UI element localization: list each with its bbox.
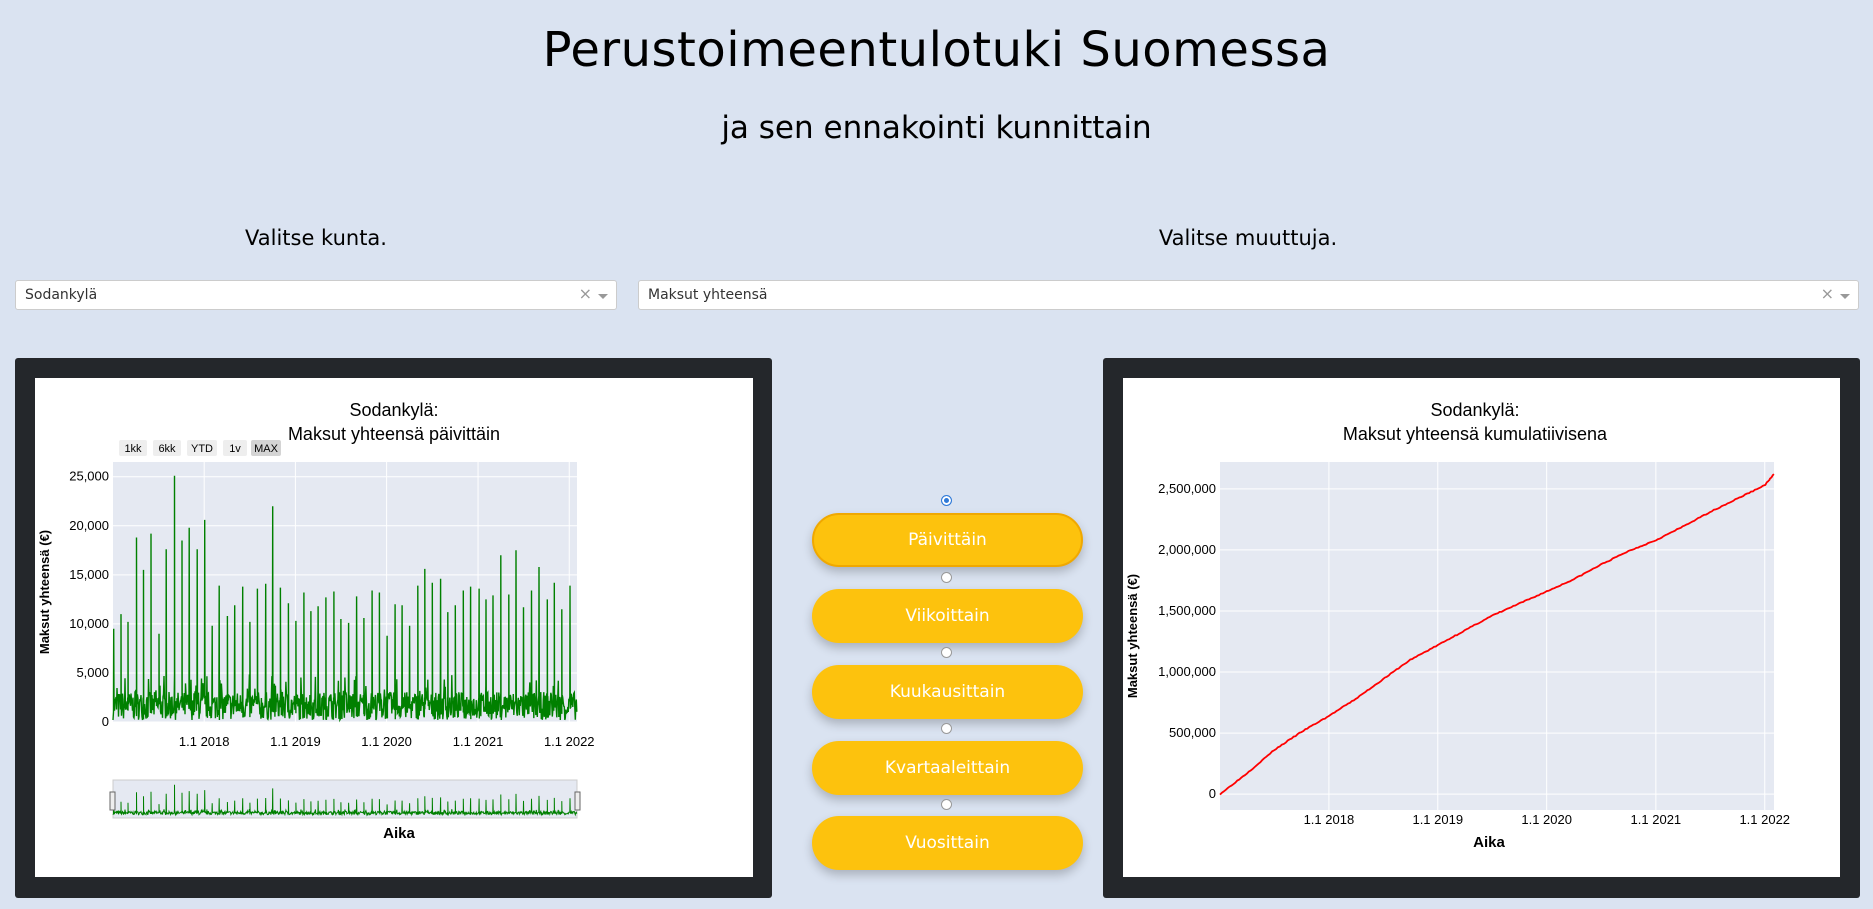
radio-kvartaaleittain[interactable] bbox=[941, 723, 952, 734]
chart-title: Sodankylä: bbox=[349, 400, 439, 420]
y-tick-label: 25,000 bbox=[69, 468, 109, 484]
kunta-label: Valitse kunta. bbox=[245, 226, 387, 250]
muuttuja-dropdown[interactable] bbox=[638, 280, 1859, 310]
y-tick-label: 2,000,000 bbox=[1158, 541, 1216, 557]
range-button-label: YTD bbox=[191, 443, 213, 455]
clear-icon[interactable]: × bbox=[1820, 284, 1834, 303]
x-tick-label: 1.1 2022 bbox=[1739, 812, 1791, 827]
range-button[interactable] bbox=[119, 440, 147, 456]
button-paivittain[interactable]: Päivittäin bbox=[812, 513, 1083, 567]
y-tick-label: 1,500,000 bbox=[1158, 602, 1216, 618]
radio-viikoittain[interactable] bbox=[941, 572, 952, 583]
daily-chart-frame bbox=[15, 358, 772, 898]
x-tick-label: 1.1 2022 bbox=[543, 734, 595, 749]
kunta-dropdown-value: Sodankylä bbox=[25, 287, 98, 303]
button-kvartaaleittain[interactable]: Kvartaaleittain bbox=[812, 741, 1083, 795]
chart-subtitle: Maksut yhteensä päivittäin bbox=[287, 424, 501, 444]
y-tick-label: 2,500,000 bbox=[1158, 480, 1216, 496]
x-tick-label: 1.1 2019 bbox=[270, 734, 321, 749]
daily-chart-container bbox=[35, 378, 753, 877]
chevron-down-icon[interactable] bbox=[1840, 294, 1850, 299]
range-button-label: MAX bbox=[254, 443, 278, 455]
y-tick-label: 20,000 bbox=[69, 517, 109, 533]
range-selector[interactable] bbox=[119, 440, 281, 456]
x-tick-label: 1.1 2021 bbox=[452, 734, 504, 749]
y-axis-label: Maksut yhteensä (€) bbox=[1125, 573, 1140, 699]
chevron-down-icon[interactable] bbox=[598, 294, 608, 299]
y-tick-label: 10,000 bbox=[69, 615, 109, 631]
cumulative-chart[interactable] bbox=[1123, 378, 1840, 877]
daily-chart[interactable] bbox=[35, 378, 753, 877]
button-kuukausittain[interactable]: Kuukausittain bbox=[812, 665, 1083, 719]
muuttuja-label: Valitse muuttuja. bbox=[1158, 226, 1338, 250]
y-tick-label: 1,000,000 bbox=[1158, 664, 1216, 680]
y-axis-label: Maksut yhteensä (€) bbox=[37, 529, 52, 655]
cumulative-chart-frame bbox=[1103, 358, 1860, 898]
range-button[interactable] bbox=[251, 440, 281, 456]
chart-title: Sodankylä: bbox=[1430, 400, 1520, 420]
y-tick-label: 15,000 bbox=[69, 566, 109, 582]
muuttuja-dropdown-value: Maksut yhteensä bbox=[648, 287, 768, 303]
page-subtitle: ja sen ennakointi kunnittain bbox=[721, 110, 1152, 146]
y-tick-label: 500,000 bbox=[1169, 725, 1216, 741]
cumulative-chart-container bbox=[1123, 378, 1840, 877]
x-tick-label: 1.1 2020 bbox=[361, 734, 412, 749]
y-tick-label: 0 bbox=[101, 714, 109, 729]
range-button-label: 1kk bbox=[124, 443, 142, 455]
range-button[interactable] bbox=[153, 440, 181, 456]
x-tick-label: 1.1 2018 bbox=[178, 734, 230, 749]
button-vuosittain[interactable]: Vuosittain bbox=[812, 816, 1083, 870]
chart-subtitle: Maksut yhteensä kumulatiivisena bbox=[1342, 424, 1608, 444]
radio-vuosittain[interactable] bbox=[941, 799, 952, 810]
radio-paivittain[interactable] bbox=[941, 495, 952, 506]
range-slider-left-handle[interactable] bbox=[110, 792, 115, 810]
button-viikoittain[interactable]: Viikoittain bbox=[812, 589, 1083, 643]
x-tick-label: 1.1 2021 bbox=[1630, 812, 1682, 827]
kunta-dropdown[interactable] bbox=[15, 280, 617, 310]
page-title: Perustoimeentulotuki Suomessa bbox=[542, 22, 1331, 78]
range-button-label: 1v bbox=[229, 443, 241, 455]
radio-kuukausittain[interactable] bbox=[941, 647, 952, 658]
range-button[interactable] bbox=[223, 440, 247, 456]
range-button-label: 6kk bbox=[158, 443, 176, 455]
range-button[interactable] bbox=[187, 440, 217, 456]
x-axis-label: Aika bbox=[383, 825, 415, 842]
x-tick-label: 1.1 2018 bbox=[1303, 812, 1355, 827]
x-tick-label: 1.1 2020 bbox=[1521, 812, 1572, 827]
y-axis bbox=[1158, 481, 1216, 801]
range-slider-right-handle[interactable] bbox=[575, 792, 580, 810]
clear-icon[interactable]: × bbox=[578, 284, 592, 303]
plot-area[interactable] bbox=[1220, 462, 1774, 810]
x-axis-label: Aika bbox=[1473, 834, 1505, 851]
y-tick-label: 0 bbox=[1208, 786, 1216, 802]
y-axis bbox=[69, 469, 109, 729]
x-tick-label: 1.1 2019 bbox=[1412, 812, 1464, 827]
x-axis bbox=[179, 734, 595, 749]
y-tick-label: 5,000 bbox=[76, 664, 109, 680]
x-axis bbox=[1304, 812, 1790, 827]
